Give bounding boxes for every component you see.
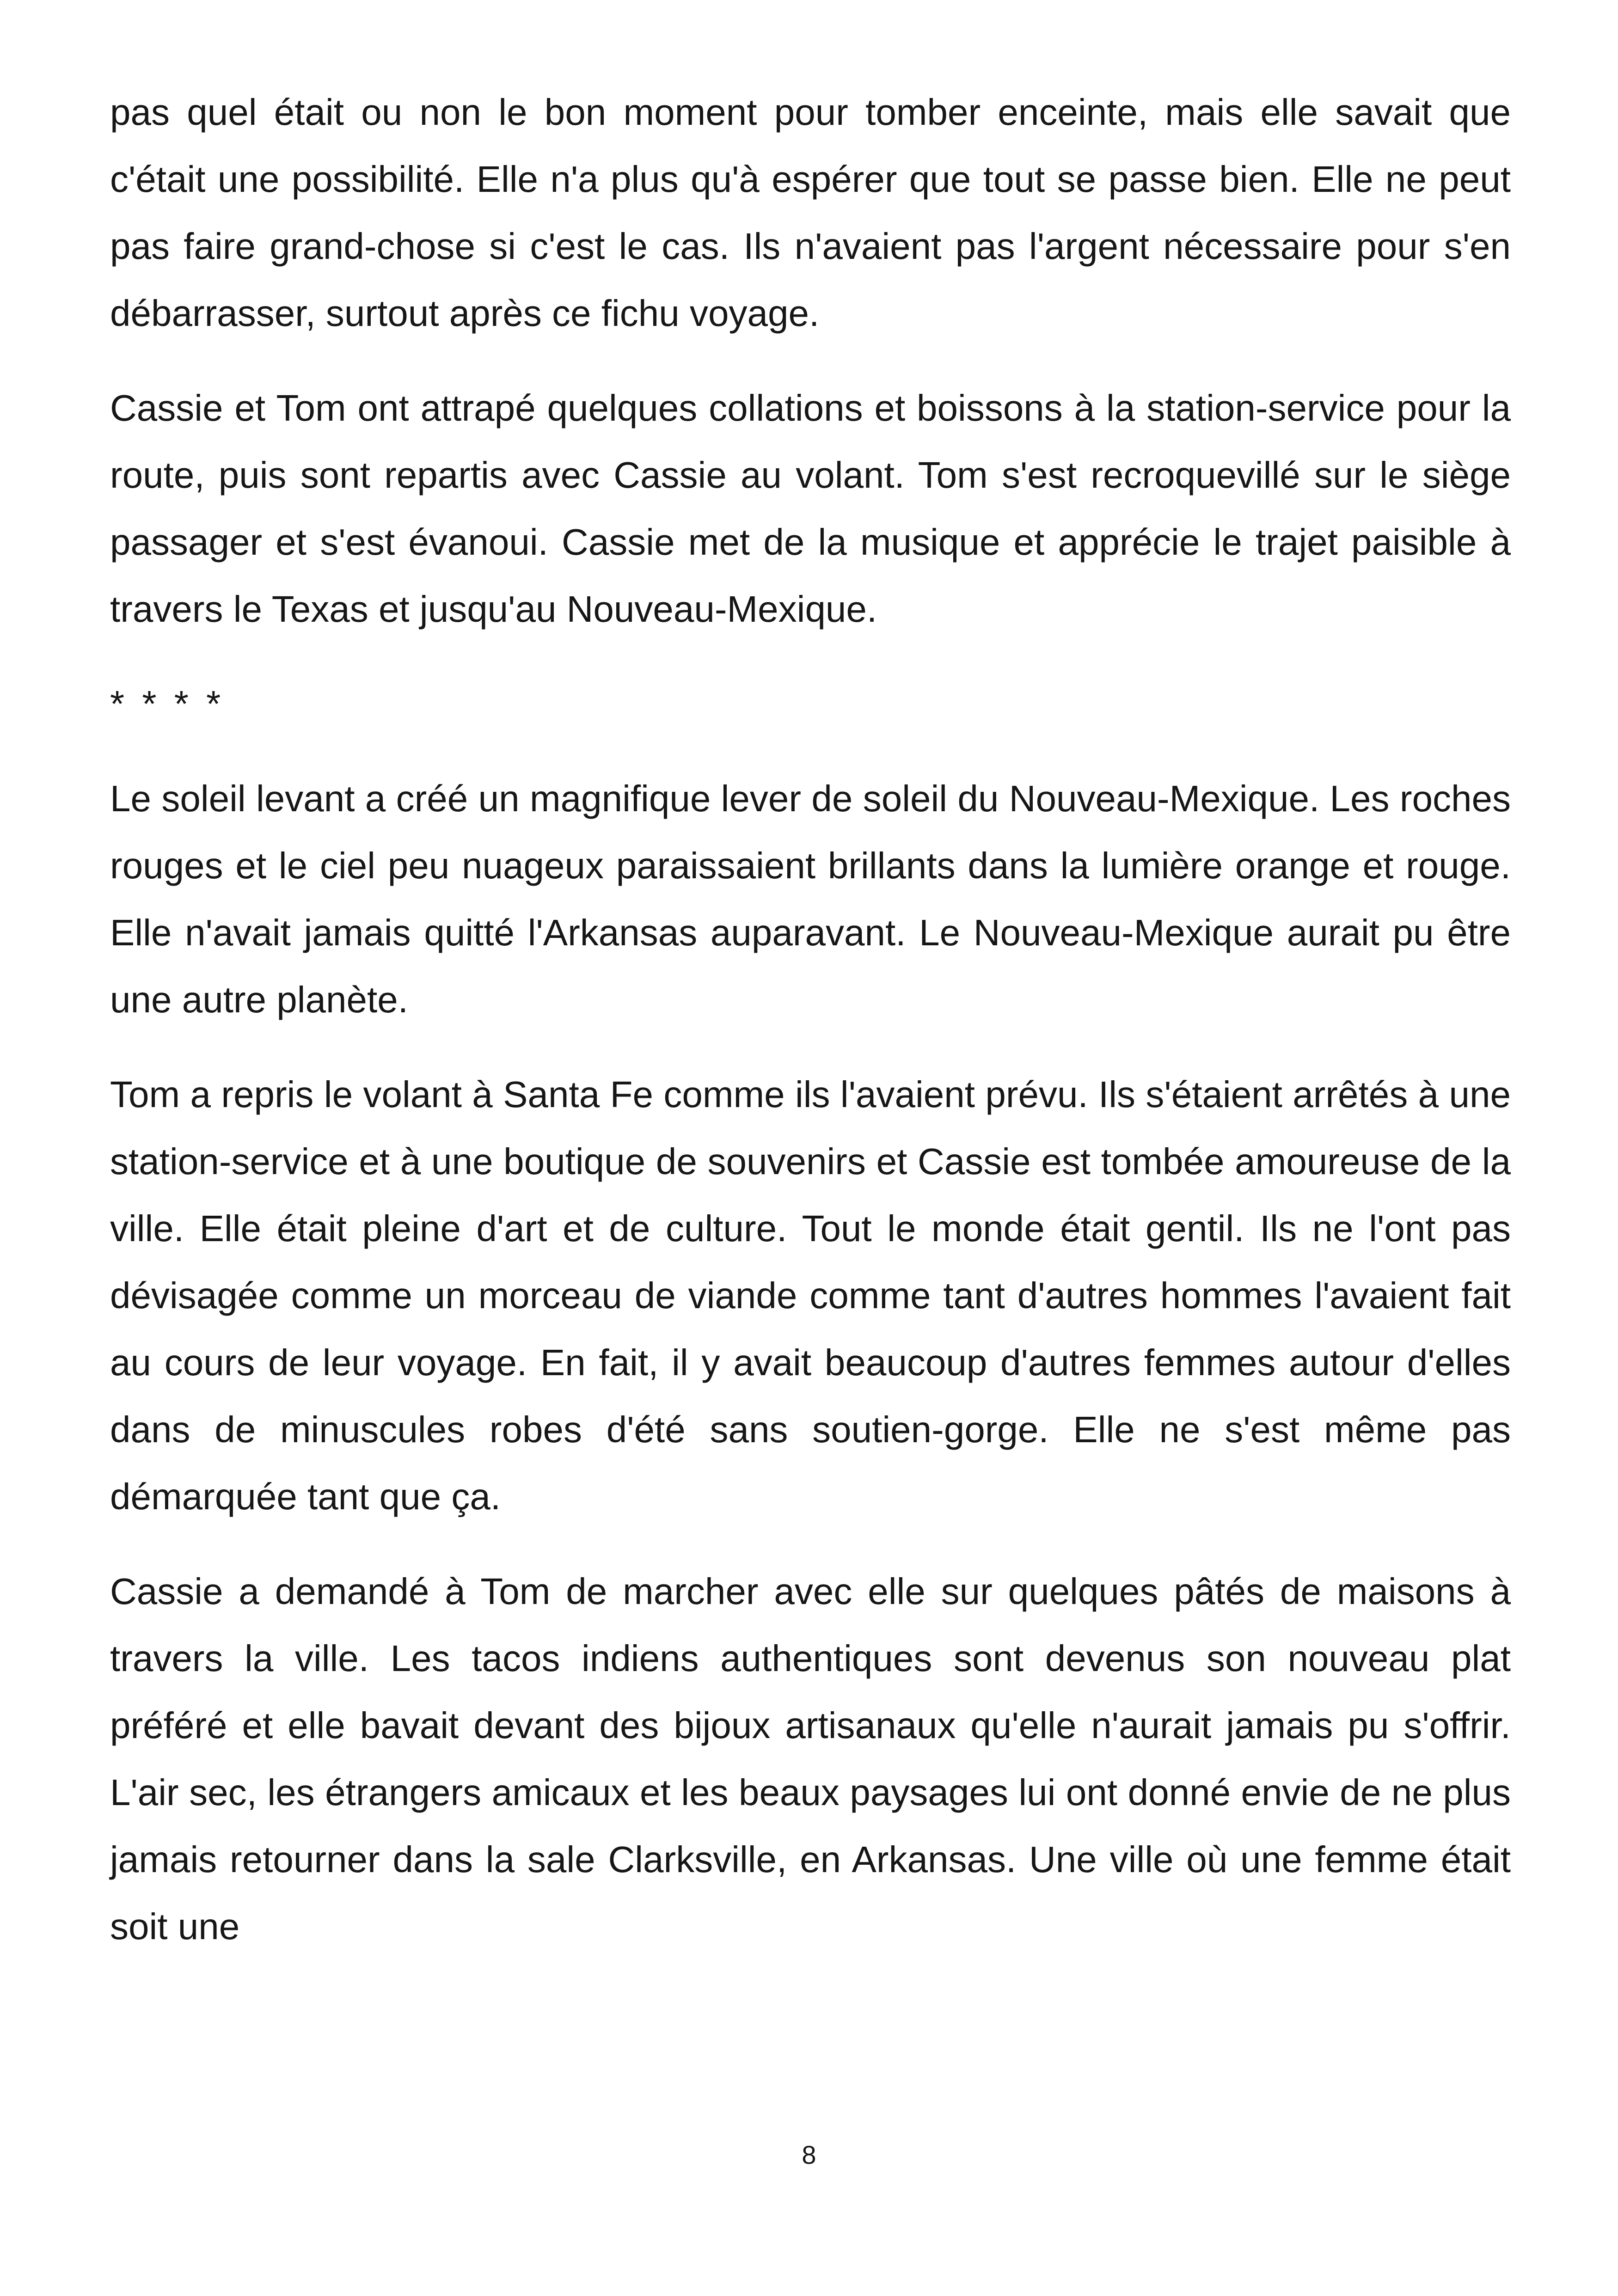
paragraph-4: Tom a repris le volant à Santa Fe comme ils l'avaient prévu. Ils s'étaient arrêtés à une station-service et à une boutique de souvenirs et Cassie est tombée amoureuse de la ville. Elle était pleine d'art et de culture. Tout le monde était gentil. Ils ne l'ont pas dévisagée comme un morceau de viande comme tant d'autres hommes l'avaient fait au cours de leur voyage. En fait, il y avait beaucoup d'autres femmes autour d'elles dans de minuscules robes d'été sans soutien-gorge. Elle ne s'est même pas démarquée tant que ça. [110, 1074, 1511, 1517]
paragraph-2: Cassie et Tom ont attrapé quelques collations et boissons à la station-service pour la route, puis sont repartis avec Cassie au volant. Tom s'est recroquevillé sur le siège passager et s'est évanoui. Cassie met de la musique et apprécie le trajet paisible à travers le Texas et jusqu'au Nouveau-Mexique. [110, 387, 1511, 630]
section-separator: * * * * [110, 683, 225, 724]
body-text [110, 79, 1511, 1988]
paragraph-3: Le soleil levant a créé un magnifique lever de soleil du Nouveau-Mexique. Les roches rouges et le ciel peu nuageux paraissaient brillants dans la lumière orange et rouge. Elle n'avait jamais quitté l'Arkansas auparavant. Le Nouveau-Mexique aurait pu être une autre planète. [110, 778, 1511, 1020]
page-number: 8 [802, 2140, 816, 2169]
paragraph-1: pas quel était ou non le bon moment pour tomber enceinte, mais elle savait que c'était une possibilité. Elle n'a plus qu'à espérer que tout se passe bien. Elle ne peut pas faire grand-chose si c'est le cas. Ils n'avaient pas l'argent nécessaire pour s'en débarrasser, surtout après ce fichu voyage. [110, 92, 1511, 334]
paragraph-5: Cassie a demandé à Tom de marcher avec elle sur quelques pâtés de maisons à travers la ville. Les tacos indiens authentiques sont devenus son nouveau plat préféré et elle bavait devant des bijoux artisanaux qu'elle n'aurait jamais pu s'offrir. L'air sec, les étrangers amicaux et les beaux paysages lui ont donné envie de ne plus jamais retourner dans la sale Clarksville, en Arkansas. Une ville où une femme était soit une [110, 1571, 1511, 1947]
